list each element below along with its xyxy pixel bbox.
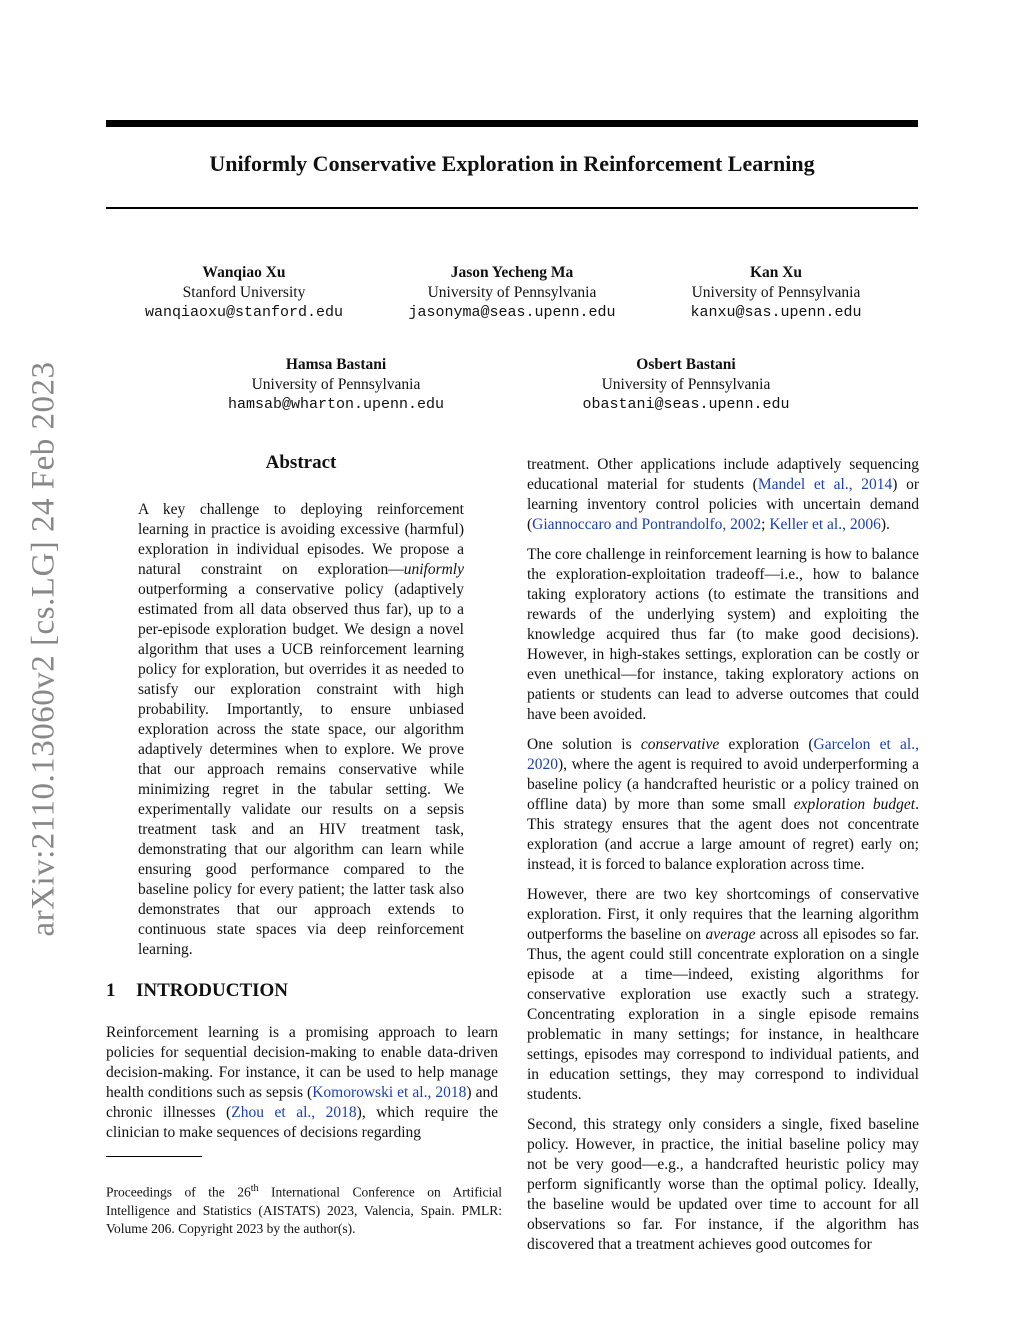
citation-link[interactable]: Komorowski et al., 2018 <box>312 1084 467 1101</box>
abstract-text: A key challenge to deploying reinforcement learning in practice is avoiding excessive (harmful) exploration in individual episodes. We propose a natural constraint on exploration—uniformly outperforming a conservative policy (adaptively estimated from all data observed thus far), up to a per-episode exploration budget. We design a novel algorithm that uses a UCB reinforcement learning policy for exploration, but overrides it as needed to satisfy our exploration constraint with high probability. Importantly, to ensure unbiased exploration across the state space, our algorithm adaptively determines when to explore. We prove that our approach remains conservative while minimizing regret in the tabular setting. We experimentally validate our results on a sepsis treatment task and an HIV treatment task, demonstrating that our algorithm can learn while ensuring good performance compared to the baseline policy for every patient; the latter task also demonstrates that our approach extends to continuous state spaces via deep reinforcement learning. <box>138 501 464 958</box>
section-title: INTRODUCTION <box>136 980 289 1001</box>
footnote-rule <box>106 1156 202 1157</box>
paragraph: Second, this strategy only considers a single, fixed baseline policy. However, in practice, the initial baseline policy may not be very good—e.g., a handcrafted heuristic policy may perform significantly worse than the optimal policy. Ideally, the baseline would be updated over time to account for all observations so far. For instance, if the algorithm has discovered that a treatment achieves good outcomes for <box>527 1116 919 1253</box>
paragraph: treatment. Other applications include adaptively sequencing educational material for students (Mandel et al., 2014) or learning inventory control policies with uncertain demand (Giannoccaro and Pontrandolfo, 2002; Keller et al., 2006). <box>527 456 919 533</box>
author-name: Kan Xu <box>749 264 803 281</box>
citation-link[interactable]: Zhou et al., 2018 <box>231 1104 357 1121</box>
arxiv-id: arXiv:2110.13060v2 [cs.LG] 24 Feb 2023 <box>25 361 62 937</box>
author-name: Jason Yecheng Ma <box>450 264 574 281</box>
paper-title: Uniformly Conservative Exploration in Reinforcement Learning <box>209 151 815 176</box>
citation-link[interactable]: Giannoccaro and Pontrandolfo, 2002 <box>532 516 762 533</box>
author-affiliation: University of Pennsylvania <box>427 284 597 301</box>
author-email[interactable]: kanxu@sas.upenn.edu <box>690 304 862 321</box>
citation-link[interactable]: Keller et al., 2006 <box>769 516 881 533</box>
author-name: Wanqiao Xu <box>202 264 286 281</box>
author-block <box>560 355 812 415</box>
paragraph: However, there are two key shortcomings of conservative exploration. First, it only requires that the learning algorithm outperforms the baseline on average across all episodes so far. Thus, the agent could still concentrate exploration on a single episode at a time—indeed, existing algorithms for conservative exploration use exactly such a strategy. Concentrating exploration in a single episode remains problematic in many settings; for instance, in healthcare settings, episodes may correspond to individual patients, and in education settings, they may correspond to individual students. <box>527 886 919 1103</box>
author-email[interactable]: obastani@seas.upenn.edu <box>582 396 790 413</box>
paragraph: The core challenge in reinforcement learning is how to balance the exploration-exploitation tradeoff—i.e., how to balance taking exploratory actions (to estimate the transitions and rewards of the underlying system) and exploiting the knowledge acquired thus far (to make good decisions). However, in high-stakes settings, exploration can be costly or even unethical—for instance, taking exploratory actions on patients or students can lead to adverse outcomes that could have been avoided. <box>527 546 919 723</box>
author-affiliation: University of Pennsylvania <box>691 284 861 301</box>
title-rule <box>106 207 918 209</box>
author-block <box>126 263 362 323</box>
author-block <box>206 355 466 415</box>
abstract-heading: Abstract <box>265 452 337 473</box>
author-email[interactable]: wanqiaoxu@stanford.edu <box>144 304 344 321</box>
author-email[interactable]: hamsab@wharton.upenn.edu <box>227 396 445 413</box>
citation-link[interactable]: Mandel et al., 2014 <box>757 476 893 493</box>
citation-link[interactable]: Garcelon et al., 2020 <box>527 736 919 773</box>
arxiv-stamp <box>20 358 68 940</box>
author-block <box>666 263 886 323</box>
author-affiliation: University of Pennsylvania <box>601 376 771 393</box>
author-block <box>378 263 646 323</box>
author-name: Hamsa Bastani <box>285 356 387 373</box>
author-affiliation: Stanford University <box>182 284 306 301</box>
author-affiliation: University of Pennsylvania <box>251 376 421 393</box>
right-column <box>527 455 919 1265</box>
footnote: Proceedings of the 26th International Conference on Artificial Intelligence and Statistics (AISTATS) 2023, Valencia, Spain. PMLR: Volume 206. Copyright 2023 by the author(s). <box>106 1183 502 1236</box>
intro-paragraph: Reinforcement learning is a promising approach to learn policies for sequential decision-making to enable data-driven decision-making. For instance, it can be used to help manage health conditions such as sepsis (Komorowski et al., 2018) and chronic illnesses (Zhou et al., 2018), which require the clinician to make sequences of decisions regarding <box>106 1024 499 1141</box>
top-rule <box>106 120 918 127</box>
author-email[interactable]: jasonyma@seas.upenn.edu <box>408 304 616 321</box>
author-name: Osbert Bastani <box>636 356 736 373</box>
section-number: 1 <box>106 980 116 1001</box>
section-heading <box>106 980 288 1002</box>
paragraph: One solution is conservative exploration (Garcelon et al., 2020), where the agent is required to avoid underperforming a baseline policy (a handcrafted heuristic or a policy trained on offline data) by more than some small exploration budget. This strategy ensures that the agent does not concentrate exploration (and accrue a large amount of regret) early on; instead, it is forced to balance exploration across time. <box>527 736 919 873</box>
